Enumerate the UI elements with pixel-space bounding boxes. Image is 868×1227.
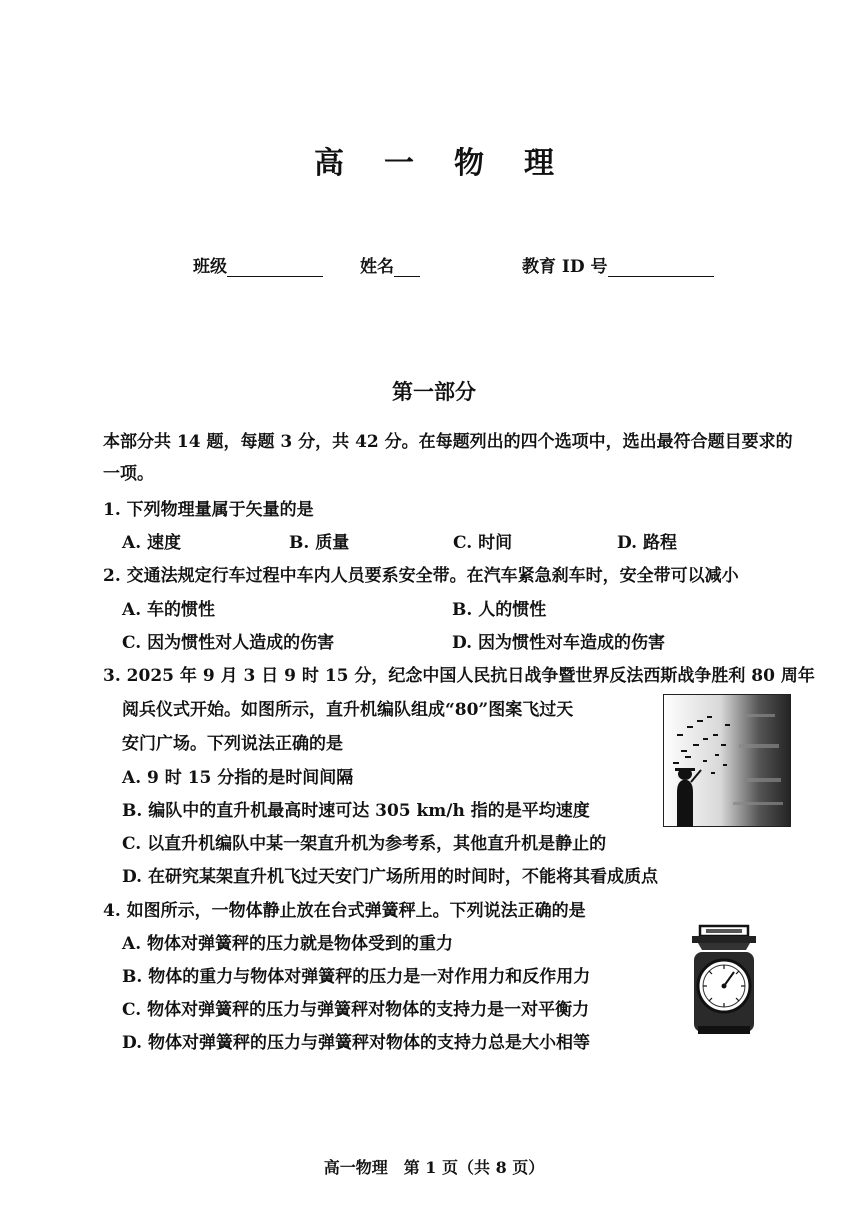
question-3-option-a[interactable]: A. 9 时 15 分指的是时间间隔 <box>122 768 354 788</box>
name-field <box>360 252 420 277</box>
question-3-option-c[interactable]: C. 以直升机编队中某一架直升机为参考系，其他直升机是静止的 <box>122 834 607 854</box>
question-3-stem-line3: 安门广场。下列说法正确的是 <box>122 734 343 754</box>
question-2-option-b[interactable]: B. 人的惯性 <box>452 600 547 620</box>
section-intro: 本部分共 14 题，每题 3 分，共 42 分。在每题列出的四个选项中，选出最符合题目要求的 <box>103 432 793 452</box>
question-2-stem: 2. 交通法规定行车过程中车内人员要系安全带。在汽车紧急刹车时，安全带可以减小 <box>103 566 739 586</box>
name-blank[interactable] <box>394 258 420 277</box>
question-4-option-d[interactable]: D. 物体对弹簧秤的压力与弹簧秤对物体的支持力总是大小相等 <box>122 1033 590 1053</box>
question-4-option-b[interactable]: B. 物体的重力与物体对弹簧秤的压力是一对作用力和反作用力 <box>122 967 591 987</box>
question-2-option-d[interactable]: D. 因为惯性对车造成的伤害 <box>452 633 665 653</box>
question-4-option-a[interactable]: A. 物体对弹簧秤的压力就是物体受到的重力 <box>122 934 454 954</box>
question-1-stem: 1. 下列物理量属于矢量的是 <box>103 500 314 520</box>
question-2-option-c[interactable]: C. 因为惯性对人造成的伤害 <box>122 633 335 653</box>
question-2-option-a[interactable]: A. 车的惯性 <box>122 600 216 620</box>
question-1-option-a[interactable]: A. 速度 <box>122 533 182 553</box>
section-title: 第一部分 <box>392 379 476 404</box>
section-intro-cont: 一项。 <box>103 464 154 484</box>
class-field <box>193 252 323 277</box>
id-field <box>522 252 714 277</box>
question-3-option-b[interactable]: B. 编队中的直升机最高时速可达 305 km/h 指的是平均速度 <box>122 801 590 821</box>
spring-scale-icon <box>688 922 760 1038</box>
class-label: 班级 <box>193 257 227 277</box>
question-3-stem-line2: 阅兵仪式开始。如图所示，直升机编队组成“80”图案飞过天 <box>122 700 574 720</box>
page-title: 高一物理 <box>314 146 594 181</box>
question-3-stem: 3. 2025 年 9 月 3 日 9 时 15 分，纪念中国人民抗日战争暨世界反法西斯战争胜利 80 周年 <box>103 666 815 686</box>
question-4-stem: 4. 如图所示，一物体静止放在台式弹簧秤上。下列说法正确的是 <box>103 901 586 921</box>
id-blank[interactable] <box>608 258 714 277</box>
question-1-option-d[interactable]: D. 路程 <box>617 533 677 553</box>
question-3-option-d[interactable]: D. 在研究某架直升机飞过天安门广场所用的时间时，不能将其看成质点 <box>122 867 658 887</box>
question-4-option-c[interactable]: C. 物体对弹簧秤的压力与弹簧秤对物体的支持力是一对平衡力 <box>122 1000 590 1020</box>
helicopter-formation-photo <box>663 694 791 827</box>
class-blank[interactable] <box>227 258 323 277</box>
id-label: 教育 ID 号 <box>522 257 608 277</box>
page-footer: 高一物理 第 1 页（共 8 页） <box>323 1158 545 1177</box>
question-1-option-c[interactable]: C. 时间 <box>453 533 513 553</box>
question-1-option-b[interactable]: B. 质量 <box>289 533 350 553</box>
name-label: 姓名 <box>360 257 394 277</box>
